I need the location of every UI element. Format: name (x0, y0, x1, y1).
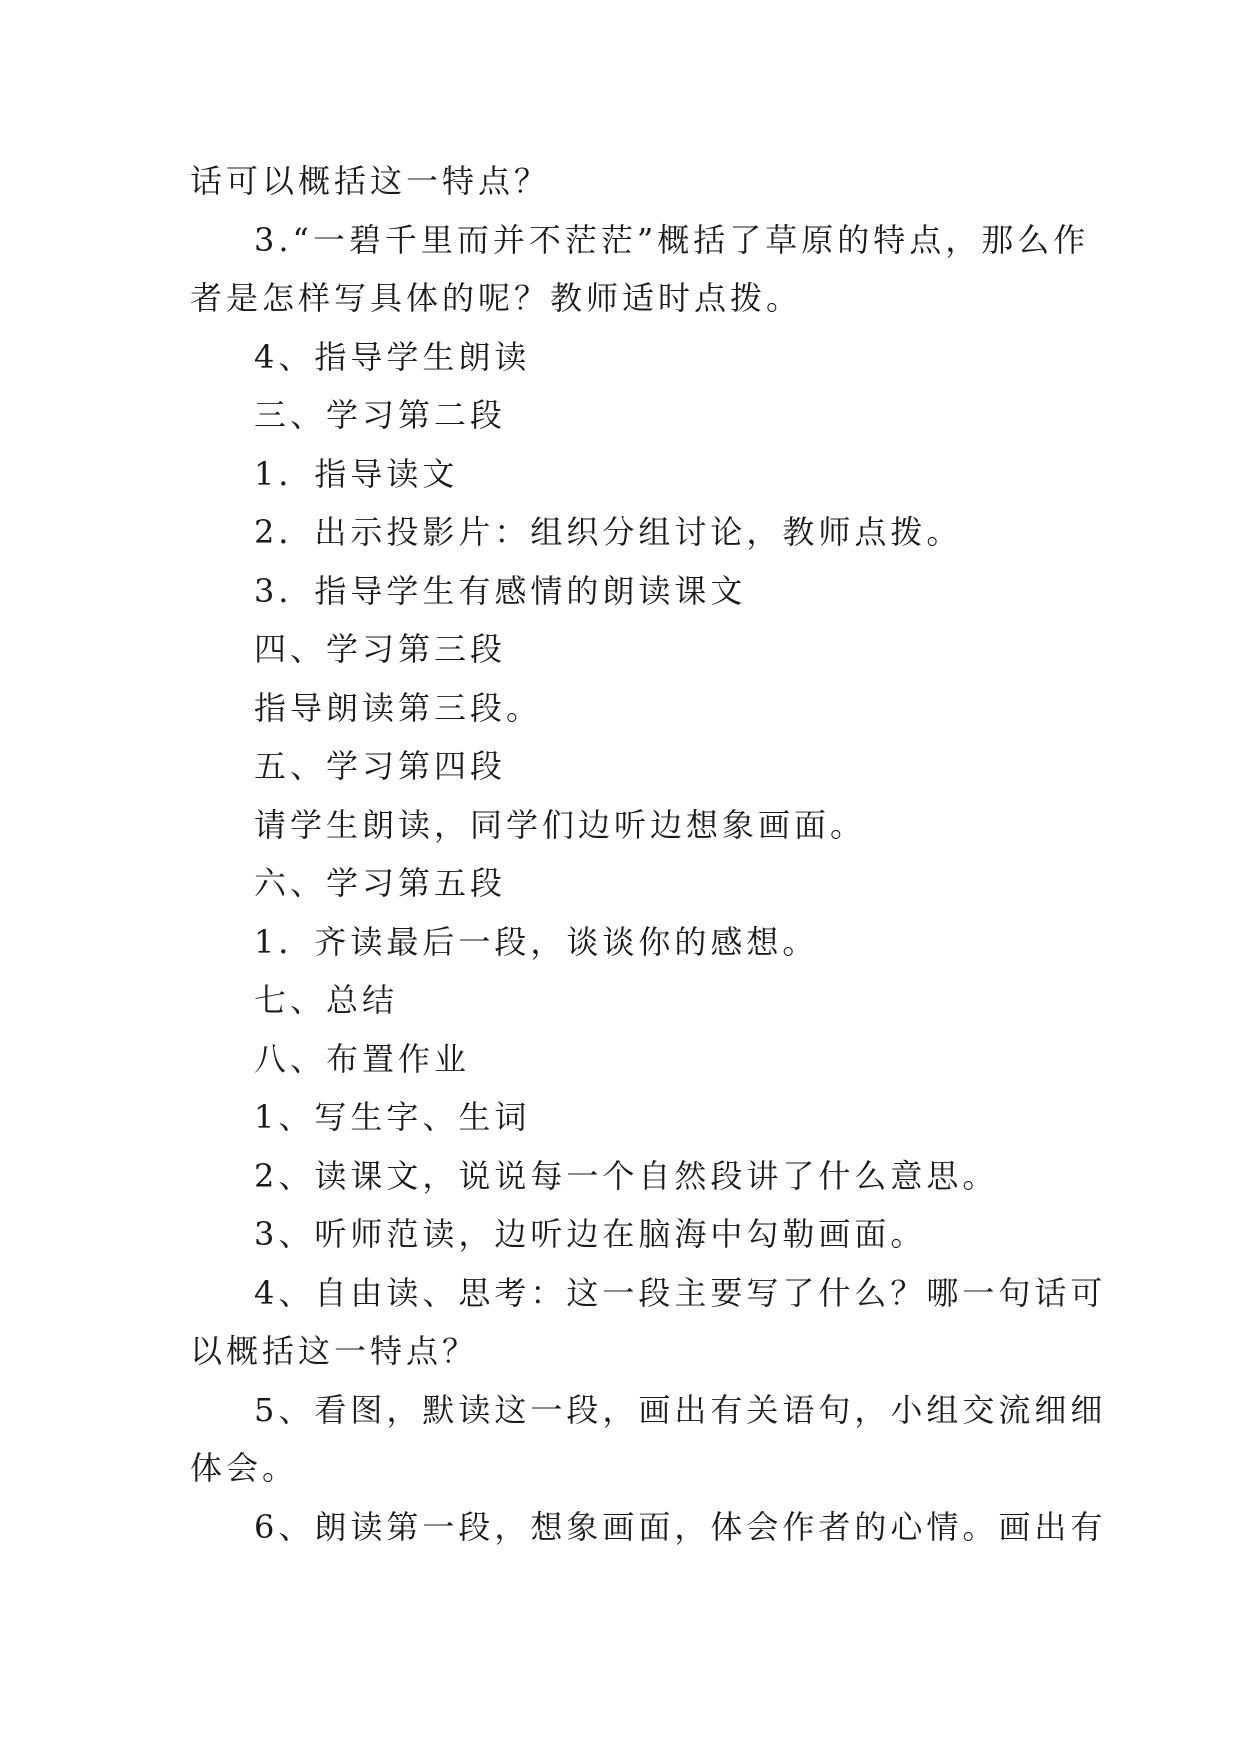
section-heading: 六、学习第五段 (254, 864, 507, 902)
section-heading: 四、学习第三段 (254, 630, 507, 668)
text-line: 话可以概括这一特点？ (190, 162, 551, 200)
text-line: 5、看图，默读这一段，画出有关语句，小组交流细细 (254, 1390, 1107, 1429)
text-line: 指导朗读第三段。 (254, 688, 543, 727)
section-heading: 七、总结 (254, 981, 399, 1019)
text-line: 1．齐读最后一段，谈谈你的感想。 (254, 922, 819, 961)
text-line: 者是怎样写具体的呢？教师适时点拨。 (190, 279, 803, 317)
section-heading: 八、布置作业 (254, 1039, 471, 1078)
section-heading: 三、学习第二段 (254, 396, 507, 434)
text-line: 3．指导学生有感情的朗读课文 (254, 571, 747, 610)
text-line: 4、自由读、思考：这一段主要写了什么？哪一句话可 (254, 1273, 1107, 1312)
section-heading: 五、学习第四段 (254, 747, 507, 785)
text-line: 2．出示投影片：组织分组讨论，教师点拨。 (254, 513, 963, 551)
text-line: 2、读课文，说说每一个自然段讲了什么意思。 (254, 1156, 999, 1195)
text-line: 以概括这一特点？ (190, 1332, 479, 1370)
text-line: 请学生朗读，同学们边听边想象画面。 (254, 805, 867, 844)
text-line: 1．指导读文 (254, 454, 459, 493)
text-line: 体会。 (190, 1449, 299, 1487)
text-line: 1、写生字、生词 (254, 1098, 531, 1136)
text-line: 3.“一碧千里而并不茫茫”概括了草原的特点，那么作 (254, 220, 1090, 259)
text-line: 3、听师范读，边听边在脑海中勾勒画面。 (254, 1215, 927, 1253)
text-line: 6、朗读第一段，想象画面，体会作者的心情。画出有 (254, 1507, 1107, 1546)
document-body (190, 152, 1107, 1556)
text-line: 4、指导学生朗读 (254, 337, 531, 376)
